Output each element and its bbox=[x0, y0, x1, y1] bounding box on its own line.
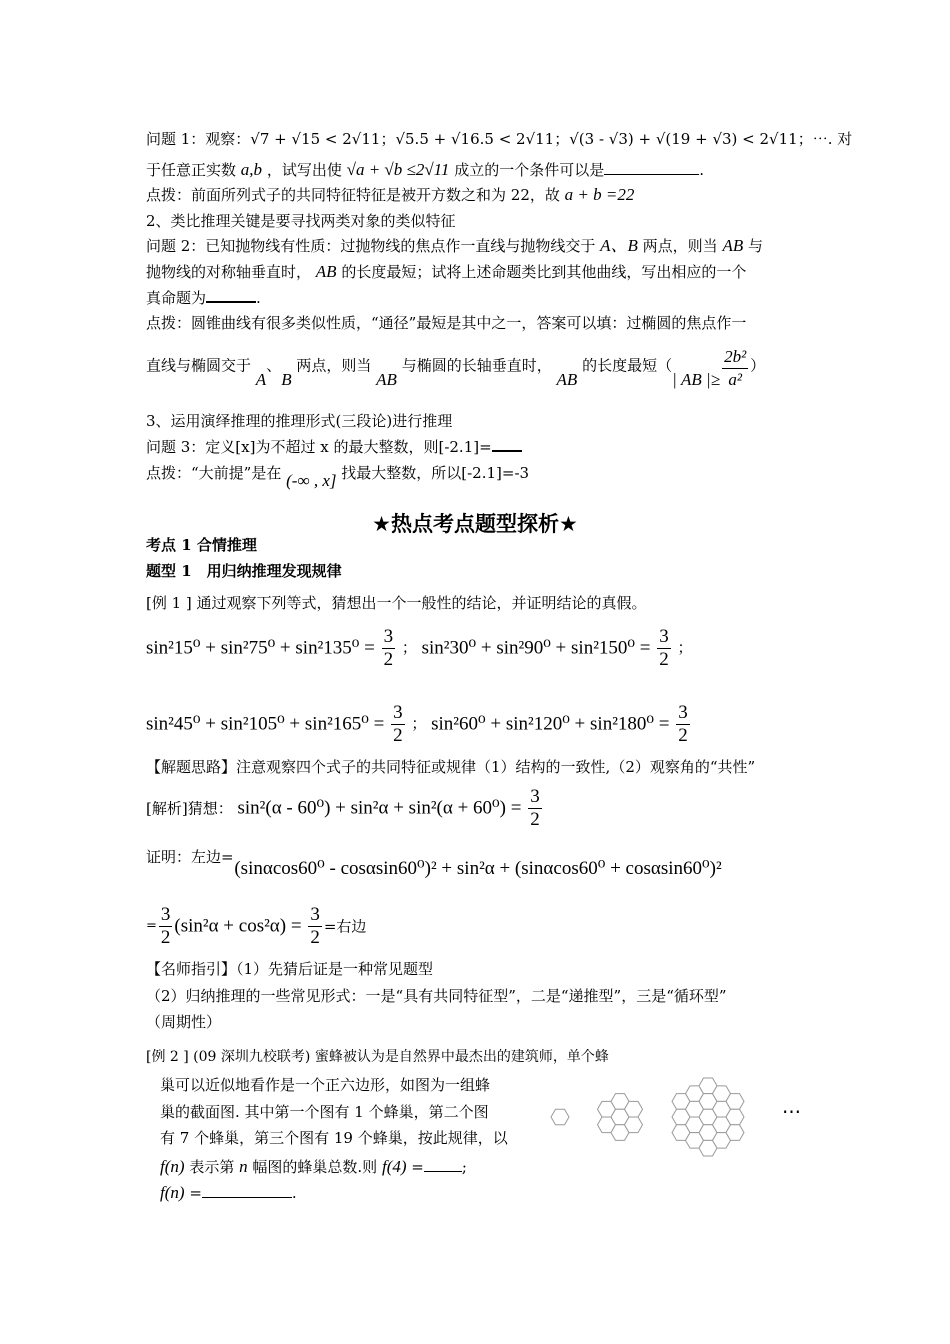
ex1-sep1: ； bbox=[401, 640, 417, 657]
ex1-proof2-expr: (sin²α + cos²α) = bbox=[174, 915, 302, 937]
ex1-tip2: （2）归纳推理的一些常见形式：一是“具有共同特征型”，二是“递推型”，三是“循环型” bbox=[146, 987, 727, 1005]
ex1-proof-label: 证明：左边= bbox=[146, 848, 234, 866]
q3-answer-blank[interactable] bbox=[492, 436, 522, 452]
ex2-text-c: 幅图的蜂巢总数.则 bbox=[252, 1158, 378, 1176]
ex1-proof2-den-2: 2 bbox=[310, 927, 320, 948]
ex1-guess-fraction bbox=[528, 786, 542, 831]
q1-vars: a,b bbox=[240, 160, 263, 179]
ex2-line6 bbox=[160, 1182, 297, 1204]
ex1-eq4-num: 3 bbox=[678, 702, 688, 723]
ex1-proof2-num-2: 3 bbox=[310, 904, 320, 925]
ex1-proof2-end: =右边 bbox=[323, 917, 367, 936]
ex1-proof2-fraction-2 bbox=[308, 904, 322, 949]
q2-hint-text-d: 的长度最短（ bbox=[582, 356, 673, 375]
q1-text-c: 成立的一个条件可以是 bbox=[454, 161, 605, 179]
q2-hint-numerator: 2b² bbox=[722, 346, 748, 369]
ex1-proof2-num: 3 bbox=[160, 904, 171, 925]
ex2-period: . bbox=[291, 1184, 297, 1202]
q1-expr: √a + √b ≤2√11 bbox=[346, 160, 450, 179]
ex1-eq4: sin²60⁰ + sin²120⁰ + sin²180⁰ = bbox=[431, 713, 670, 735]
ex1-eq2-den: 2 bbox=[659, 649, 669, 670]
q1-period: . bbox=[699, 161, 704, 179]
hexagon-cell bbox=[726, 1094, 744, 1110]
ex2-line2: 巢可以近似地看作是一个正六边形，如图为一组蜂 bbox=[160, 1076, 491, 1094]
ex2-ellipsis: ⋯ bbox=[782, 1102, 801, 1123]
q2-hint-segment: AB bbox=[376, 369, 397, 389]
ex2-line4: 有 7 个蜂巢，第三个图有 19 个蜂巢，按此规律，以 bbox=[160, 1129, 508, 1147]
hexagon-cell bbox=[625, 1117, 643, 1133]
q2-text-b: 两点，则当 bbox=[642, 237, 718, 255]
hexagon-cell bbox=[726, 1125, 744, 1141]
ex1-eq1-den: 2 bbox=[383, 649, 394, 670]
q1-hint-expr: a + b =22 bbox=[564, 185, 635, 204]
q3-text: 问题 3：定义[x]为不超过 x 的最大整数，则[-2.1]= bbox=[146, 438, 492, 456]
ex1-guess-label: [解析]猜想： bbox=[146, 799, 233, 818]
q2-line1 bbox=[146, 235, 763, 257]
ex1-eq2-fraction bbox=[657, 626, 671, 671]
q1-text-b: ，试写出使 bbox=[266, 161, 342, 179]
q2-text-a: 问题 2：已知抛物线有性质：过抛物线的焦点作一直线与抛物线交于 bbox=[146, 237, 596, 255]
ex2-line1: [例 2 ] (09 深圳九校联考) 蜜蜂被认为是自然界中最杰出的建筑师，单个蜂 bbox=[146, 1049, 609, 1065]
hexagon-cell bbox=[726, 1109, 744, 1125]
ex2-text-b: 表示第 bbox=[189, 1158, 235, 1176]
q2-hint-line2 bbox=[146, 344, 765, 389]
q3-hint-text-a: 点拨：“大前提”是在 bbox=[146, 464, 282, 482]
q2-segment: AB bbox=[722, 236, 744, 255]
ex2-eq: = bbox=[411, 1158, 424, 1176]
q2-period: . bbox=[256, 289, 261, 307]
q2-hint-segment-2: AB bbox=[556, 369, 578, 389]
q3-hint-interval: (-∞ , x] bbox=[286, 471, 337, 490]
ex1-proof-expr: (sinαcos60⁰ - cosαsin60⁰)² + sin²α + (sinαcos60⁰ + cosαsin60⁰)² bbox=[234, 858, 722, 879]
q2-segment-2: AB bbox=[315, 262, 337, 281]
hexagon-cell bbox=[625, 1101, 643, 1117]
ex1-eq2: sin²30⁰ + sin²90⁰ + sin²150⁰ = bbox=[421, 637, 651, 659]
q1-hint-text: 点拨：前面所列式子的共同特征特征是被开方数之和为 22，故 bbox=[146, 186, 560, 204]
q1-line1: 问题 1：观察：√7 + √15 < 2√11；√5.5 + √16.5 < 2√11；√(3 - √3) + √(19 + √3) < 2√11；⋯. 对 bbox=[146, 130, 853, 148]
ex1-intro: [例 1 ] 通过观察下列等式，猜想出一个一般性的结论，并证明结论的真假。 bbox=[146, 594, 647, 612]
q2-line3 bbox=[146, 287, 261, 309]
q2-hint-text-c: 与椭圆的长轴垂直时， bbox=[401, 356, 552, 375]
ex2-line5 bbox=[160, 1156, 467, 1178]
q2-hint-line1: 点拨：圆锥曲线有很多类似性质，“通径”最短是其中之一，答案可以填：过椭圆的焦点作一 bbox=[146, 314, 747, 332]
ex1-proof2-eq: = bbox=[146, 918, 157, 934]
section-title: ★热点考点题型探析★ bbox=[372, 512, 578, 536]
ex1-sep3: ； bbox=[411, 716, 427, 733]
q2-hint-point-a: A bbox=[255, 369, 267, 389]
ex1-equations-row1 bbox=[146, 626, 693, 671]
section3-heading: 3、运用演绎推理的推理形式(三段论)进行推理 bbox=[146, 412, 453, 430]
ex2-fn: f(n) bbox=[160, 1157, 185, 1176]
ex1-guess bbox=[146, 786, 544, 831]
ex1-thinking: 【解题思路】注意观察四个式子的共同特征或规律（1）结构的一致性,（2）观察角的“共性” bbox=[146, 758, 756, 776]
ex2-f4: f(4) bbox=[381, 1157, 407, 1176]
q2-text-e: 的长度最短；试将上述命题类比到其他曲线，写出相应的一个 bbox=[341, 263, 747, 281]
q3-hint bbox=[146, 462, 530, 490]
q2-hint-text-b: 两点，则当 bbox=[296, 356, 372, 375]
ex1-equations-row2 bbox=[146, 702, 692, 747]
q3-hint-text-b: 找最大整数，所以[-2.1]=-3 bbox=[341, 464, 530, 482]
ex1-eq3: sin²45⁰ + sin²105⁰ + sin²165⁰ = bbox=[146, 713, 385, 735]
honeycomb-3 bbox=[672, 1078, 744, 1156]
ex1-eq3-fraction bbox=[391, 702, 405, 747]
ex1-proof2-den: 2 bbox=[160, 927, 171, 948]
ex2-fn-blank[interactable] bbox=[202, 1183, 292, 1198]
q3 bbox=[146, 436, 522, 458]
q2-points: A、B bbox=[600, 236, 638, 255]
hexagon-cell bbox=[551, 1109, 569, 1125]
ex1-eq2-num: 3 bbox=[659, 626, 669, 647]
ex1-proof2-fraction bbox=[159, 904, 173, 949]
q1-text-a: 于任意正实数 bbox=[146, 161, 237, 179]
q2-answer-blank[interactable] bbox=[206, 287, 256, 303]
ex1-eq4-fraction bbox=[676, 702, 690, 747]
ex1-proof2 bbox=[146, 904, 366, 949]
q2-text-c: 与 bbox=[748, 237, 764, 255]
q1-answer-blank[interactable] bbox=[604, 160, 699, 175]
q2-hint-text-a: 直线与椭圆交于 bbox=[146, 356, 252, 375]
ex1-eq1-num: 3 bbox=[383, 626, 394, 647]
tixing-heading: 题型 1 用归纳推理发现规律 bbox=[146, 562, 342, 580]
q2-text-f: 真命题为 bbox=[146, 289, 207, 307]
ex1-eq3-den: 2 bbox=[393, 725, 403, 746]
honeycomb-2 bbox=[598, 1094, 643, 1141]
q2-hint-close: ） bbox=[750, 356, 766, 375]
section2-heading: 2、类比推理关键是要寻找两类对象的类似特征 bbox=[146, 212, 456, 230]
q2-hint-fraction bbox=[722, 346, 748, 391]
ex2-n: n bbox=[239, 1157, 248, 1176]
q2-line2 bbox=[146, 261, 746, 283]
ex1-tip3: （周期性） bbox=[146, 1013, 222, 1031]
ex1-eq1-fraction bbox=[382, 626, 396, 671]
q1-hint bbox=[146, 184, 634, 206]
honeycomb-figure bbox=[548, 1075, 818, 1165]
q2-text-d: 抛物线的对称轴垂直时， bbox=[146, 263, 312, 281]
q2-hint-sep: 、 bbox=[266, 356, 282, 375]
ex1-guess-num: 3 bbox=[530, 786, 540, 807]
q2-hint-denominator: a² bbox=[728, 370, 742, 389]
ex1-proof bbox=[146, 848, 722, 879]
q1-line2 bbox=[146, 159, 704, 181]
ex1-eq3-num: 3 bbox=[393, 702, 403, 723]
q2-hint-expr: | AB |≥ bbox=[672, 369, 721, 389]
ex2-f4-blank[interactable] bbox=[424, 1157, 462, 1172]
ex1-sep2: ； bbox=[677, 640, 693, 657]
ex2-eq-2: = bbox=[189, 1184, 202, 1202]
ex1-tip1: 【名师指引】（1）先猜后证是一种常见题型 bbox=[146, 960, 434, 978]
ex1-guess-den: 2 bbox=[530, 809, 540, 830]
ex1-eq1: sin²15⁰ + sin²75⁰ + sin²135⁰ = bbox=[146, 637, 375, 659]
ex2-fn-2: f(n) bbox=[160, 1183, 185, 1202]
ex2-semicolon: ; bbox=[461, 1158, 467, 1176]
ex1-guess-expr: sin²(α - 60⁰) + sin²α + sin²(α + 60⁰) = bbox=[237, 797, 522, 819]
honeycomb-1 bbox=[551, 1109, 569, 1125]
kaodian-heading: 考点 1 合情推理 bbox=[146, 536, 257, 554]
ex1-eq4-den: 2 bbox=[678, 725, 688, 746]
q2-hint-point-b: B bbox=[281, 369, 292, 389]
ex2-line3: 巢的截面图. 其中第一个图有 1 个蜂巢，第二个图 bbox=[160, 1103, 489, 1121]
